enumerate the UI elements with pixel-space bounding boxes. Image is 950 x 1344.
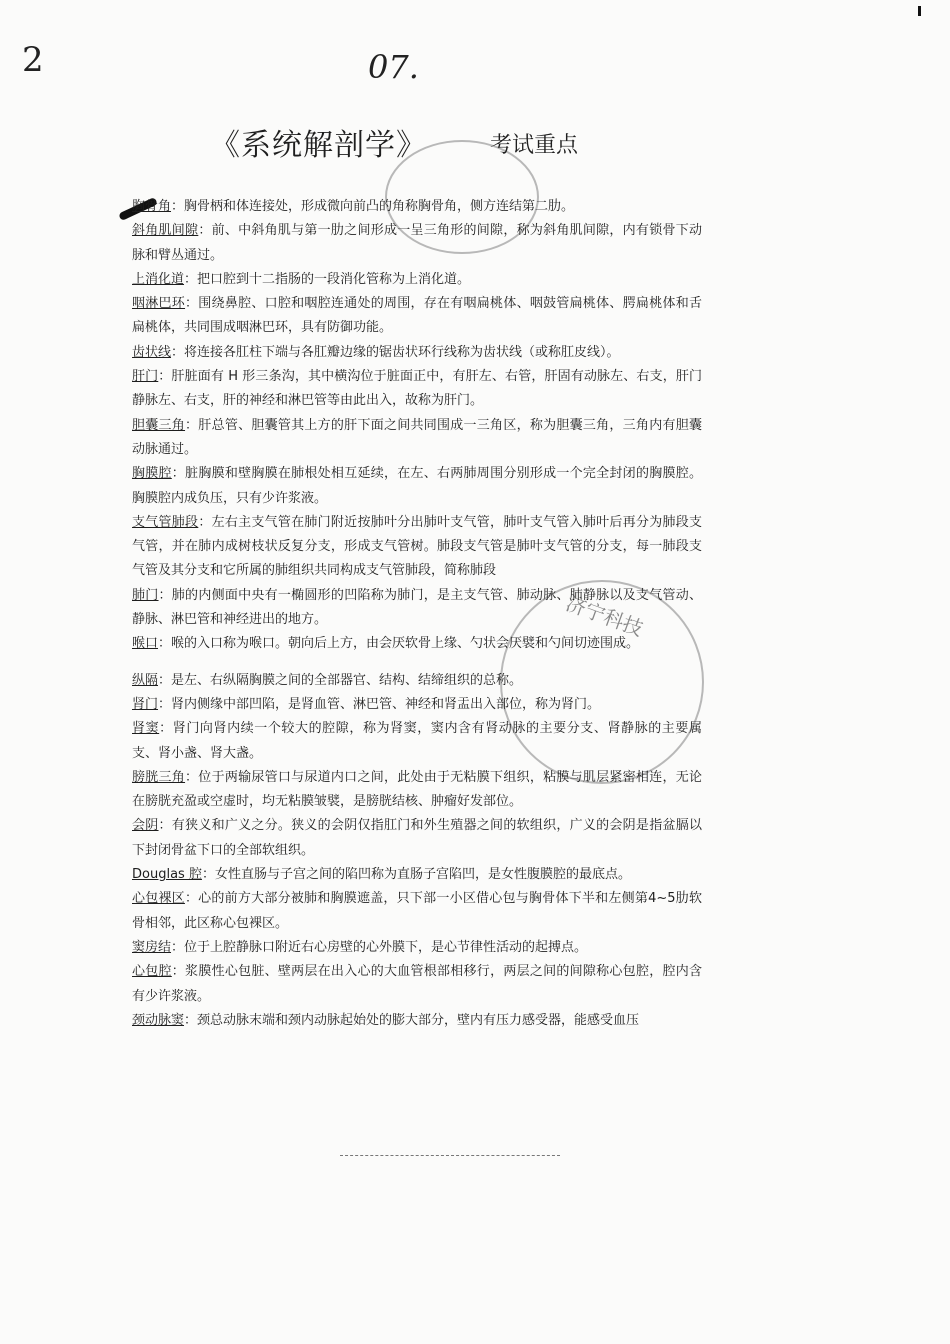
definition-entry (132, 268, 702, 292)
definition-term: 肝门 (132, 369, 159, 385)
document-title: 《系统解剖学》 (210, 128, 427, 163)
definition-term: 肾窦 (132, 721, 160, 737)
definition-text: ：位于上腔静脉口附近右心房壁的心外膜下，是心节律性活动的起搏点。 (171, 939, 588, 955)
definition-text: ：女性直肠与子宫之间的陷凹称为直肠子宫陷凹，是女性腹膜腔的最底点。 (201, 867, 631, 883)
stamp-seal-text: 济宁科技 (562, 590, 647, 641)
definition-term: 胸骨角 (132, 199, 172, 214)
definition-list (132, 195, 702, 1033)
definition-term: 会阴 (132, 818, 159, 834)
definition-text: ：喉的入口称为喉口。朝向后上方，由会厌软骨上缘、勺状会厌襞和勺间切迹围成。 (158, 636, 640, 652)
definition-text: ：肝总管、胆囊管其上方的肝下面之间共同围成一三角区，称为胆囊三角，三角内有胆囊动脉通过。 (132, 417, 702, 457)
definition-entry (132, 511, 702, 584)
definition-term: 颈动脉窦 (132, 1012, 185, 1028)
definition-text: ：是左、右纵隔胸膜之间的全部器官、结构、结缔组织的总称。 (158, 672, 523, 688)
definition-entry (132, 195, 702, 219)
definition-text: ：脏胸膜和壁胸膜在肺根处相互延续，在左、右两肺周围分别形成一个完全封闭的胸膜腔。胸膜腔内成负压，只有少许浆液。 (132, 466, 702, 506)
definition-text: ：将连接各肛柱下端与各肛瓣边缘的锯齿状环行线称为齿状线（或称肛皮线）。 (171, 344, 620, 360)
definition-entry (132, 414, 702, 463)
definition-entry (132, 669, 702, 693)
definition-entry (132, 766, 702, 815)
definition-entry (132, 936, 702, 960)
definition-term: Douglas 腔 (132, 867, 202, 883)
definition-entry (132, 863, 702, 887)
definition-text: ：肺的内侧面中央有一椭圆形的凹陷称为肺门，是主支气管、肺动脉、肺静脉以及支气管动、静脉、淋巴管和神经进出的地方。 (132, 587, 702, 628)
definition-term: 支气管肺段 (132, 514, 199, 530)
definition-entry (132, 584, 702, 633)
definition-text: ：有狭义和广义之分。狭义的会阴仅指肛门和外生殖器之间的软组织，广义的会阴是指盆膈以下封闭骨盆下口的全部软组织。 (132, 818, 702, 858)
definition-text: ：位于两输尿管口与尿道内口之间，此处由于无粘膜下组织，粘膜与肌层紧密相连，无论在膀胱充盈或空虚时，均无粘膜皱襞，是膀胱结核、肿瘤好发部位。 (132, 769, 702, 810)
definition-text: ：肝脏面有 H 形三条沟，其中横沟位于脏面正中，有肝左、右管，肝固有动脉左、右支，肝门静脉左、右支，肝的神经和淋巴管等由此出入，故称为肝门。 (132, 369, 702, 409)
definition-entry (132, 717, 702, 766)
definition-term: 斜角肌间隙 (132, 223, 199, 239)
definition-term: 咽淋巴环 (132, 296, 186, 312)
definition-text: ：胸骨柄和体连接处，形成微向前凸的角称胸骨角，侧方连结第二肋。 (171, 199, 575, 214)
definition-text: ：浆膜性心包脏、壁两层在出入心的大血管根部相移行，两层之间的间隙称心包腔，腔内含有少许浆液。 (132, 964, 702, 1004)
definition-term: 胸膜腔 (132, 466, 172, 482)
definition-term: 肺门 (132, 587, 159, 603)
definition-entry (132, 814, 702, 863)
document-subtitle: 考试重点 (490, 133, 579, 158)
definition-term: 上消化道 (132, 271, 185, 287)
definition-entry (132, 219, 702, 268)
definition-text: ：把口腔到十二指肠的一段消化管称为上消化道。 (184, 271, 471, 287)
definition-term: 胆囊三角 (132, 417, 186, 433)
definition-entry (132, 462, 702, 511)
definition-entry (132, 960, 702, 1009)
corner-number: 2 (22, 40, 44, 80)
definition-term: 纵隔 (132, 672, 159, 688)
definition-text: ：左右主支气管在肺门附近按肺叶分出肺叶支气管，肺叶支气管入肺叶后再分为肺段支气管，并在肺内成树枝状反复分支，形成支气管树。肺段支气管是肺叶支气管的分支，每一肺段支气管及其分支和它所属的肺组织共同构成支气管肺段，简称肺段 (132, 514, 702, 579)
definition-text: ：肾门向肾内续一个较大的腔隙，称为肾窦，窦内含有肾动脉的主要分支、肾静脉的主要属支、肾小盏、肾大盏。 (132, 721, 702, 761)
definition-term: 窦房结 (132, 939, 172, 955)
entry-gap (132, 657, 702, 669)
page-number: 07. (368, 48, 419, 86)
definition-term: 心包腔 (132, 964, 172, 980)
definition-term: 喉口 (132, 636, 159, 652)
definition-entry (132, 693, 702, 717)
definition-term: 膀胱三角 (132, 769, 186, 785)
dashed-rule (340, 1155, 560, 1156)
definition-entry (132, 1009, 702, 1033)
definition-text: ：围绕鼻腔、口腔和咽腔连通处的周围，存在有咽扁桃体、咽鼓管扁桃体、腭扁桃体和舌扁桃体，共同围成咽淋巴环，具有防御功能。 (132, 296, 702, 336)
definition-text: ：颈总动脉末端和颈内动脉起始处的膨大部分，壁内有压力感受器，能感受血压 (184, 1012, 640, 1028)
definition-term: 心包裸区 (132, 891, 185, 907)
definition-text: ：肾内侧缘中部凹陷，是肾血管、淋巴管、神经和肾盂出入部位，称为肾门。 (158, 696, 601, 712)
corner-mark (918, 6, 921, 16)
definition-text: ：前、中斜角肌与第一肋之间形成一呈三角形的间隙，称为斜角肌间隙，内有锁骨下动脉和臂丛通过。 (132, 223, 702, 263)
definition-text: ：心的前方大部分被肺和胸膜遮盖，只下部一小区借心包与胸骨体下半和左侧第4~5肋软骨相邻，此区称心包裸区。 (132, 891, 702, 931)
definition-entry (132, 365, 702, 414)
definition-term: 齿状线 (132, 344, 172, 360)
definition-term: 肾门 (132, 696, 159, 712)
definition-entry (132, 292, 702, 341)
definition-entry (132, 887, 702, 936)
definition-entry (132, 341, 702, 365)
definition-entry (132, 632, 702, 656)
